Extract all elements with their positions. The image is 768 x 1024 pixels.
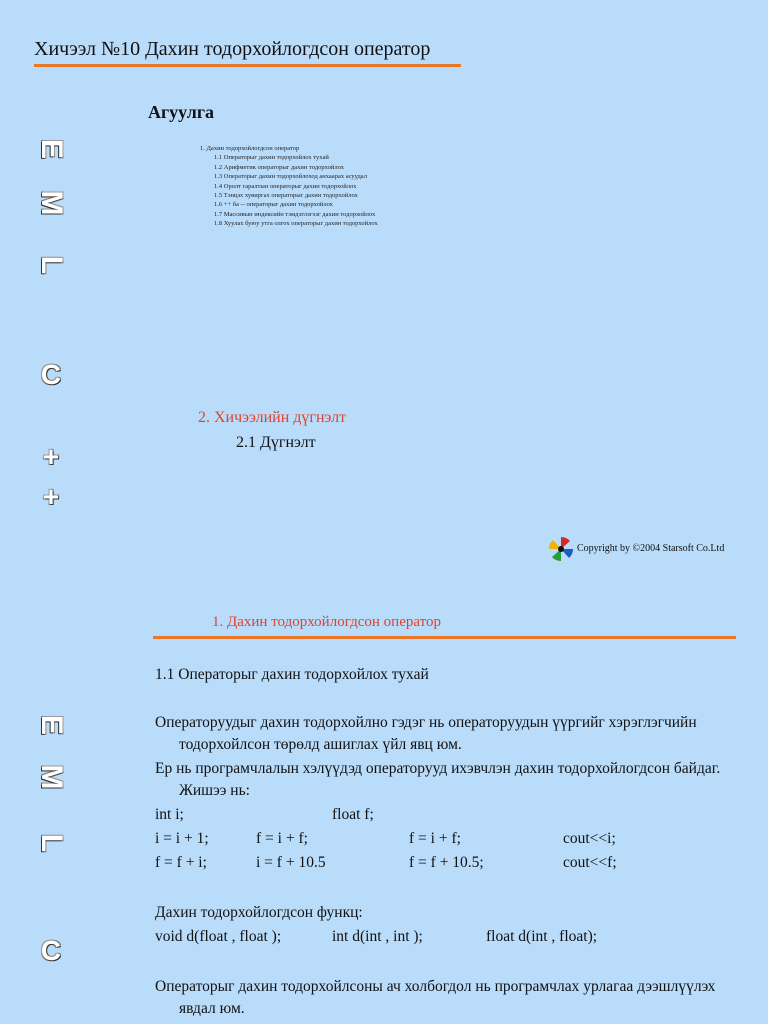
slide-2	[0, 580, 768, 1024]
toc-item: 1.1 Операторыг дахин тодорхойлох тухай	[214, 154, 329, 162]
code-cell: f = f + i;	[155, 854, 207, 871]
sidebar-letter-m: M	[35, 190, 68, 216]
code-cell: cout<<i;	[563, 830, 616, 847]
function-cell: int d(int , int );	[332, 928, 423, 945]
toc	[200, 144, 378, 229]
slide-1-title-rule	[34, 64, 461, 67]
contents-heading: Агуулга	[148, 102, 214, 122]
sidebar-letter-l: L	[35, 833, 68, 853]
function-heading: Дахин тодорхойлогдсон функц:	[155, 904, 363, 921]
slide-1-title: Хичээл №10 Дахин тодорхойлогдсон оператор	[34, 38, 431, 60]
sidebar-letter-c: C	[40, 935, 62, 966]
sidebar-letter-plus: +	[42, 481, 60, 512]
sidebar-letter-m: M	[35, 764, 68, 790]
toc-item: 1.4 Оролт гаралтын операторыг дахин тодорхойлох	[214, 182, 357, 190]
code-cell: f = i + f;	[409, 830, 461, 847]
toc-item: 1.6 ++ ба -- операторыг дахин тодорхойлох	[214, 201, 333, 209]
paragraph-3: Операторыг дахин тодорхойлсоны ач холбогдол нь програмчлах урлагаа дээшлүүлэх явдал юм.	[155, 978, 716, 1017]
toc-item: 1.2 Арифметик операторыг дахин тодорхойлох	[214, 163, 344, 171]
code-cell: float f;	[332, 806, 374, 823]
function-cell: float d(int , float);	[486, 928, 598, 945]
code-cell: f = i + f;	[256, 830, 308, 847]
code-cell: f = f + 10.5;	[409, 854, 484, 871]
toc-item: 1.7 Массивын индексийн тэмдэглэгээг дахин тодорхойлох	[214, 210, 376, 218]
toc-item: 1.5 Тэнцэх хувиргах операторыг дахин тодорхойлох	[214, 192, 358, 200]
code-cell: cout<<f;	[563, 854, 617, 871]
paragraph-2: Ер нь програмчлалын хэлүүдэд операторууд ихэвчлэн дахин тодорхойлогдсон байдаг. Жишээ нь:	[155, 760, 721, 799]
copyright-text: Copyright by ©2004 Starsoft Co.Ltd	[577, 543, 725, 554]
toc-item: 1.8 Хуулах буюу утга олгох операторыг дахин тодорхойлох	[214, 220, 378, 228]
toc-item: 1.3 Операторыг дахин тодорхойлоход анхаарах асуудал	[214, 173, 367, 181]
function-cell: void d(float , float );	[155, 928, 282, 945]
code-cell: i = f + 10.5	[256, 854, 326, 871]
slide-2-title: 1. Дахин тодорхойлогдсон оператор	[212, 614, 441, 630]
sidebar-letter-e: E	[35, 138, 68, 159]
section-2-item: 2.1 Дүгнэлт	[236, 434, 316, 451]
starsoft-logo-icon	[548, 536, 574, 562]
slide-2-subtitle: 1.1 Операторыг дахин тодорхойлох тухай	[155, 666, 429, 683]
paragraph-1: Операторуудыг дахин тодорхойлно гэдэг нь операторуудын үүргийг хэрэглэгчийн тодорхойлсон төрөлд ашиглах үйл явц юм.	[155, 714, 697, 753]
sidebar-letter-l: L	[35, 255, 68, 275]
section-2-heading: 2. Хичээлийн дүгнэлт	[198, 409, 347, 426]
sidebar-letter-c: C	[40, 359, 62, 390]
slide-2-title-rule	[153, 636, 736, 639]
sidebar-letter-e: E	[35, 714, 68, 735]
code-cell: i = i + 1;	[155, 830, 209, 847]
code-cell: int i;	[155, 806, 184, 823]
toc-main-item: 1. Дахин тодорхойлогдсон оператор	[200, 145, 300, 152]
sidebar-letter-plus: +	[42, 441, 60, 472]
